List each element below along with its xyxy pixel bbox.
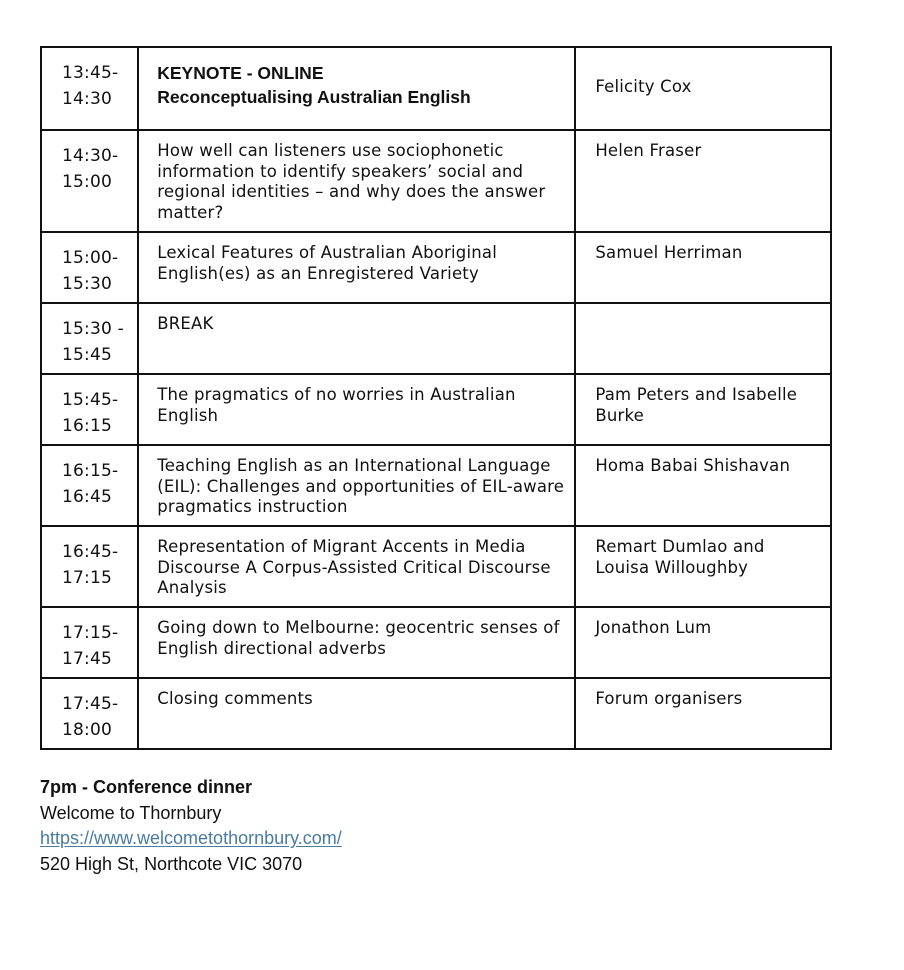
- dinner-heading: 7pm - Conference dinner: [40, 777, 253, 797]
- speaker-cell: [575, 232, 831, 303]
- time-start: 13:45-: [62, 63, 119, 83]
- time-end: 18:00: [62, 720, 112, 740]
- speaker-name: Forum organisers: [595, 689, 743, 708]
- speaker-cell: [575, 607, 831, 678]
- dinner-address: 520 High St, Northcote VIC 3070: [40, 853, 303, 874]
- time-end: 15:30: [62, 274, 112, 294]
- time-end: 17:45: [62, 649, 112, 669]
- time-start: 16:15-: [62, 461, 119, 481]
- time-cell: [41, 47, 138, 130]
- session-title: BREAK: [157, 314, 214, 333]
- time-end: 15:00: [62, 172, 112, 192]
- speaker-name: Samuel Herriman: [595, 243, 743, 262]
- session-title: Teaching English as an International Language (EIL): Challenges and opportunities of EIL-aware pragmatics instruction: [157, 456, 565, 516]
- session-title-cell: [138, 445, 575, 526]
- schedule-table: [40, 46, 832, 750]
- time-end: 16:15: [62, 416, 112, 436]
- time-end: 17:15: [62, 568, 112, 588]
- time-start: 16:45-: [62, 542, 119, 562]
- time-cell: [41, 445, 138, 526]
- session-title: Reconceptualising Australian English: [157, 87, 471, 107]
- dinner-info: [40, 775, 342, 877]
- time-cell: [41, 374, 138, 445]
- session-title-cell: [138, 130, 575, 232]
- dinner-venue: Welcome to Thornbury: [40, 802, 222, 823]
- table-row: [41, 445, 831, 526]
- session-title: Lexical Features of Australian Aboriginal English(es) as an Enregistered Variety: [157, 243, 498, 283]
- time-cell: [41, 130, 138, 232]
- time-cell: [41, 303, 138, 374]
- session-title: Closing comments: [157, 689, 313, 708]
- speaker-cell: [575, 374, 831, 445]
- speaker-name: Felicity Cox: [595, 77, 692, 96]
- time-cell: [41, 526, 138, 607]
- speaker-cell: [575, 445, 831, 526]
- table-row: [41, 47, 831, 130]
- session-title-cell: [138, 607, 575, 678]
- table-row: [41, 678, 831, 749]
- time-end: 15:45: [62, 345, 112, 365]
- table-row: [41, 130, 831, 232]
- session-title-cell: [138, 374, 575, 445]
- session-title-cell: [138, 232, 575, 303]
- table-row: [41, 607, 831, 678]
- time-start: 17:45-: [62, 694, 119, 714]
- speaker-name: Pam Peters and Isabelle Burke: [595, 385, 798, 425]
- table-row: [41, 303, 831, 374]
- session-title: Going down to Melbourne: geocentric senses of English directional adverbs: [157, 618, 560, 658]
- session-title-cell: [138, 303, 575, 374]
- session-title-cell: [138, 678, 575, 749]
- table-row: [41, 232, 831, 303]
- speaker-cell: [575, 130, 831, 232]
- time-start: 15:45-: [62, 390, 119, 410]
- venue-link[interactable]: https://www.welcometothornbury.com/: [40, 828, 342, 848]
- session-title: Representation of Migrant Accents in Media Discourse A Corpus-Assisted Critical Discourse Analysis: [157, 537, 551, 597]
- session-title: How well can listeners use sociophonetic information to identify speakers’ social and regional identities – and why does the answer matter?: [157, 141, 546, 222]
- speaker-cell: [575, 526, 831, 607]
- time-start: 15:30 -: [62, 319, 124, 339]
- time-start: 14:30-: [62, 146, 119, 166]
- time-end: 14:30: [62, 89, 112, 109]
- time-end: 16:45: [62, 487, 112, 507]
- keynote-label: KEYNOTE - ONLINE: [157, 63, 324, 83]
- time-cell: [41, 607, 138, 678]
- speaker-cell: [575, 678, 831, 749]
- speaker-cell: [575, 303, 831, 374]
- speaker-name: Homa Babai Shishavan: [595, 456, 791, 475]
- time-cell: [41, 232, 138, 303]
- session-title-cell: [138, 526, 575, 607]
- speaker-cell: [575, 47, 831, 130]
- time-start: 17:15-: [62, 623, 119, 643]
- speaker-name: Remart Dumlao and Louisa Willoughby: [595, 537, 765, 577]
- table-row: [41, 374, 831, 445]
- time-cell: [41, 678, 138, 749]
- time-start: 15:00-: [62, 248, 119, 268]
- session-title-cell: [138, 47, 575, 130]
- table-row: [41, 526, 831, 607]
- session-title: The pragmatics of no worries in Australian English: [157, 385, 516, 425]
- speaker-name: Helen Fraser: [595, 141, 702, 160]
- speaker-name: Jonathon Lum: [595, 618, 712, 637]
